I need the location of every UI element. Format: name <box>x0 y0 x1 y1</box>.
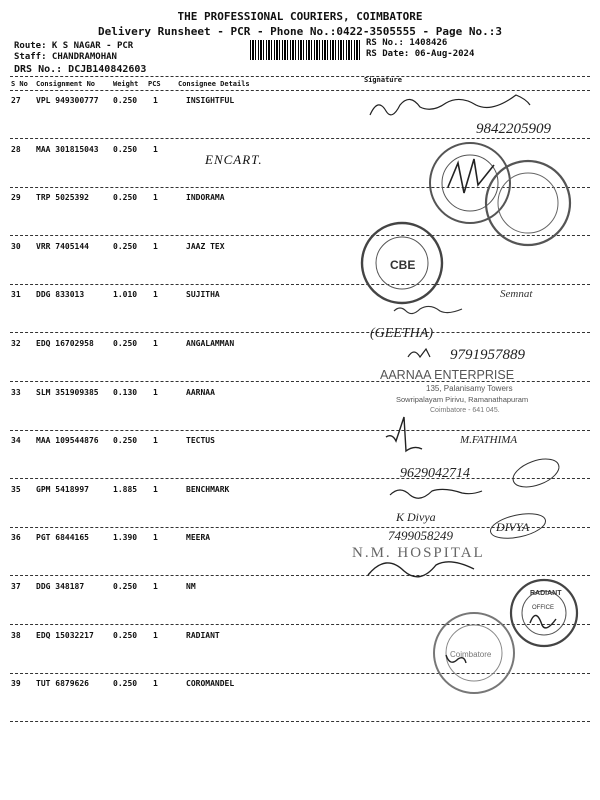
name-handwriting-34: M.FATHIMA <box>460 434 518 446</box>
staff-label: Staff: CHANDRAMOHAN <box>14 52 117 62</box>
row-consignment-no: MAA 301815043 <box>36 144 99 154</box>
row-weight: 0.250 <box>113 193 138 203</box>
row-pcs: 1 <box>153 193 158 203</box>
row-consignment-no: EDQ 16702958 <box>36 339 94 348</box>
row-weight: 0.250 <box>113 582 138 591</box>
cbe-stamp-text: CBE <box>390 258 416 272</box>
row-weight: 0.250 <box>113 436 138 446</box>
row-consignee: INSIGHTFUL <box>186 96 235 105</box>
col-pcs: PCS <box>148 80 161 88</box>
route-label: Route: K S NAGAR - PCR <box>14 41 134 51</box>
row-pcs: 1 <box>153 582 158 591</box>
row-pcs: 1 <box>153 630 158 640</box>
row28-handwritten-note: ENCART. <box>205 152 263 167</box>
row-sno: 28 <box>11 144 21 154</box>
row-weight: 0.250 <box>113 339 138 348</box>
row-sno: 34 <box>11 436 21 446</box>
row-consignment-no: DDG 348187 <box>36 582 85 591</box>
row-consignment-no: SLM 351909385 <box>36 387 99 397</box>
row-sno: 36 <box>11 533 21 543</box>
row-sno: 37 <box>11 582 21 591</box>
row-pcs: 1 <box>153 436 158 446</box>
row-weight: 1.885 <box>113 484 138 494</box>
phone-handwriting-36: 7499058249 <box>388 528 453 543</box>
row-weight: 0.250 <box>113 630 138 640</box>
row-consignee: JAAZ TEX <box>186 241 225 251</box>
row-consignment-no: PGT 6844165 <box>36 533 89 543</box>
row-consignment-no: VRR 7405144 <box>36 241 89 251</box>
nm-hospital-stamp: N.M. HOSPITAL <box>352 545 485 561</box>
row-sno: 32 <box>11 339 21 348</box>
rs-date: RS Date: 06-Aug-2024 <box>366 49 475 59</box>
col-weight: Weight <box>113 80 139 88</box>
barcode <box>250 40 362 60</box>
col-consignment: Consignment No <box>36 80 96 88</box>
row-pcs: 1 <box>153 679 158 689</box>
report-title: THE PROFESSIONAL COURIERS, COIMBATORE <box>177 10 423 23</box>
row-consignment-no: TRP 5025392 <box>36 193 89 203</box>
office-stamp-text: OFFICE <box>532 605 554 611</box>
row-pcs: 1 <box>153 484 158 494</box>
row-weight: 0.250 <box>113 679 138 689</box>
aarnaa-stamp-addr3: Coimbatore - 641 045. <box>430 407 500 414</box>
row-sno: 29 <box>11 193 21 203</box>
row-consignee: AARNAA <box>186 387 215 397</box>
row-consignee: TECTUS <box>186 436 215 446</box>
row-sno: 33 <box>11 387 21 397</box>
row-consignment-no: GPM 5418997 <box>36 484 89 494</box>
row-consignee: NM <box>186 582 196 591</box>
row-weight: 0.250 <box>113 241 138 251</box>
aarnaa-stamp-addr1: 135, Palanisamy Towers <box>426 384 513 393</box>
row-pcs: 1 <box>153 290 158 300</box>
row-pcs: 1 <box>153 96 158 105</box>
report-subtitle: Delivery Runsheet - PCR - Phone No.:0422-3505555 - Page No.:3 <box>98 25 502 38</box>
row-sno: 35 <box>11 484 21 494</box>
row-consignee: RADIANT <box>186 630 220 640</box>
row-weight: 0.250 <box>113 144 138 154</box>
row-consignee: INDORAMA <box>186 193 225 203</box>
row-consignment-no: VPL 949300777 <box>36 96 99 105</box>
col-signature: Signature <box>364 76 402 84</box>
row-weight: 1.390 <box>113 533 138 543</box>
row-consignment-no: DDG 833013 <box>36 290 85 300</box>
rs-number: RS No.: 1408426 <box>366 38 448 48</box>
row-consignee: BENCHMARK <box>186 484 230 494</box>
row-consignee: COROMANDEL <box>186 679 235 689</box>
phone-handwriting-27: 9842205909 <box>476 121 551 137</box>
row-consignee: MEERA <box>186 533 211 543</box>
row-sno: 38 <box>11 630 21 640</box>
row-sno: 39 <box>11 679 21 689</box>
row-pcs: 1 <box>153 144 158 154</box>
row-sno: 30 <box>11 241 21 251</box>
row-pcs: 1 <box>153 241 158 251</box>
name-handwriting-32: (GEETHA) <box>370 326 433 341</box>
row-pcs: 1 <box>153 387 158 397</box>
drs-label: DRS No.: DCJB140842603 <box>14 64 147 75</box>
row-consignee: ANGALAMMAN <box>186 339 235 348</box>
aarnaa-stamp-addr2: Sowripalayam Pirivu, Ramanathapuram <box>396 395 529 404</box>
col-consignee: Consignee Details <box>178 80 250 88</box>
row-consignment-no: MAA 109544876 <box>36 436 99 446</box>
signature-area <box>348 75 598 695</box>
phone-handwriting-33: 9791957889 <box>450 347 525 363</box>
row-pcs: 1 <box>153 339 158 348</box>
row-weight: 1.010 <box>113 290 138 300</box>
name-handwriting-36a: K Divya <box>396 510 436 524</box>
coimbatore-stamp-text: Coimbatore <box>450 650 492 659</box>
row-pcs: 1 <box>153 533 158 543</box>
name-handwriting-36b: DIVYA <box>496 520 530 534</box>
row-divider <box>10 721 590 722</box>
radiant-stamp-text: RADIANT <box>530 590 562 597</box>
row-sno: 31 <box>11 290 21 300</box>
row-consignment-no: TUT 6879626 <box>36 679 89 689</box>
row-consignment-no: EDQ 15032217 <box>36 630 94 640</box>
row-weight: 0.250 <box>113 96 138 105</box>
aarnaa-stamp-name: AARNAA ENTERPRISE <box>380 368 515 382</box>
col-sno: S No <box>11 80 28 88</box>
row-consignee: SUJITHA <box>186 290 220 300</box>
row-sno: 27 <box>11 96 21 105</box>
sig-handwriting-31: Semnat <box>500 288 533 300</box>
row-weight: 0.130 <box>113 387 138 397</box>
phone-handwriting-35: 9629042714 <box>400 466 470 481</box>
